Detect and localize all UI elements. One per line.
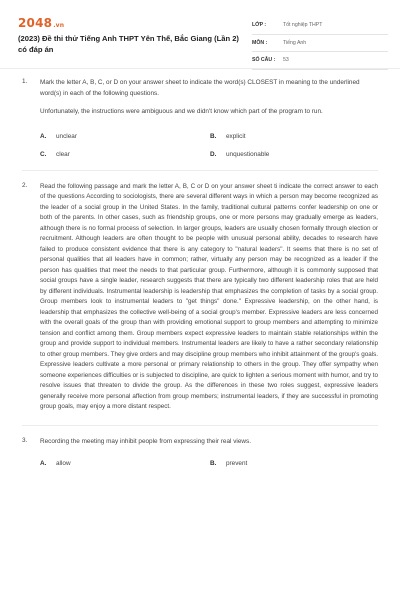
option-a[interactable] — [40, 133, 210, 140]
question-number: 2. — [22, 181, 28, 189]
logo-domain: .vn — [53, 22, 65, 29]
option-text: unquestionable — [226, 150, 270, 158]
answer-options — [40, 133, 378, 158]
option-letter: D. — [210, 150, 217, 158]
option-b[interactable] — [210, 133, 380, 140]
option-a[interactable] — [40, 460, 210, 467]
meta-row-count — [252, 52, 388, 70]
logo-text: 2048 — [18, 16, 53, 30]
option-text: unclear — [56, 132, 77, 140]
option-c[interactable] — [40, 151, 210, 158]
meta-row-class — [252, 17, 388, 35]
option-letter: A. — [40, 460, 47, 468]
question-divider — [22, 425, 378, 426]
page-header — [0, 0, 400, 64]
question-sentence: Unfortunately, the instructions were ambiguous and we didn't know which part of the program to run. — [40, 108, 323, 116]
reading-passage: Read the following passage and mark the letter A, B, C or D on your answer sheet ti indicate the correct answer to each of the questions According to sociologists, there are several different ways in which a person may become recognized as the leader of a social group in the United States. In the family, traditional cultural patterns confer leadership on one or both of the parents. In other cases, such as friendship groups, one or more persons may gradually emerge as leaders, although there is no formal process of selection. In larger groups, leaders are usually chosen formally through election or recruitment. Although leaders are often thought to be people with unusual personal ability, decades to research have failed to produce consistent evidence that there is any category to "natural leaders". It seems that there is no set of personal qualities that all leaders have in common; rather, virtually any person may be recognized as a leader if the person has qualities that meet the needs to that particular group. Furthermore, although it is commonly supposed that social groups have a single leader, research suggests that there are typically two different leadership roles that are held by different individuals. Instrumental leadership is leadership that emphasizes the completion of tasks by a social group. Group members look to instrumental leaders to "get things" done." Expressive leadership, on the other hand, is leadership that emphasizes the collective well-being of a social group's member. Expressive leaders are less concerned with the overall goals of the group than with providing emotional support to group members and attempting to minimize tension and conflict among them. Group members expect expressive leaders to maintain stable relationships within the group and provide support to individual members. Instrumental leaders are likely to have a rather secondary relationship to other group members. They give orders and may discipline group members who inhibit attainment of the group's goals. Expressive leaders cultivate a more personal or primary relationship to others in the group. They offer sympathy when someone experiences difficulties or is subjected to discipline, are quick to lighten a serious moment with humor, and try to resolve issues that threaten to divide the group. As the differences in these two roles suggest, expressive leaders generally receive more personal affection from group members; instrumental leaders, if they are successful in promoting group goals, may enjoy a more distant respect. — [40, 182, 378, 411]
page-title: (2023) Đề thi thử Tiếng Anh THPT Yên Thế, Bắc Giang (Lần 2) có đáp án — [18, 34, 239, 54]
option-letter: B. — [210, 132, 217, 140]
question-sentence: Recording the meeting may inhibit people from expressing their real views. — [40, 437, 251, 445]
meta-value: Tốt nghiệp THPT — [283, 22, 323, 29]
meta-key: SỐ CÂU : — [252, 57, 276, 64]
exam-meta-table — [252, 17, 388, 70]
site-logo[interactable] — [18, 16, 64, 30]
option-text: explicit — [226, 132, 246, 140]
meta-key: LỚP : — [252, 22, 267, 29]
question-divider — [22, 170, 378, 171]
option-letter: C. — [40, 150, 47, 158]
question-2 — [22, 182, 378, 413]
meta-value: Tiếng Anh — [283, 39, 307, 46]
option-text: allow — [56, 460, 71, 468]
option-d[interactable] — [210, 151, 380, 158]
answer-options — [40, 460, 378, 467]
meta-value: 53 — [283, 57, 289, 64]
meta-row-subject — [252, 35, 388, 53]
question-3 — [22, 437, 378, 468]
option-letter: A. — [40, 132, 47, 140]
header-divider — [0, 68, 400, 69]
question-number: 1. — [22, 78, 28, 85]
question-number: 3. — [22, 436, 28, 444]
meta-key: MÔN : — [252, 39, 268, 46]
question-1 — [22, 78, 378, 158]
option-text: prevent — [226, 460, 248, 468]
option-letter: B. — [210, 460, 217, 468]
question-instruction: Mark the letter A, B, C, or D on your answer sheet to indicate the word(s) CLOSEST in meaning to the underlined word(s) in each of the following questions. — [40, 79, 360, 97]
option-b[interactable] — [210, 460, 380, 467]
question-list — [22, 78, 378, 467]
option-text: clear — [56, 150, 70, 158]
